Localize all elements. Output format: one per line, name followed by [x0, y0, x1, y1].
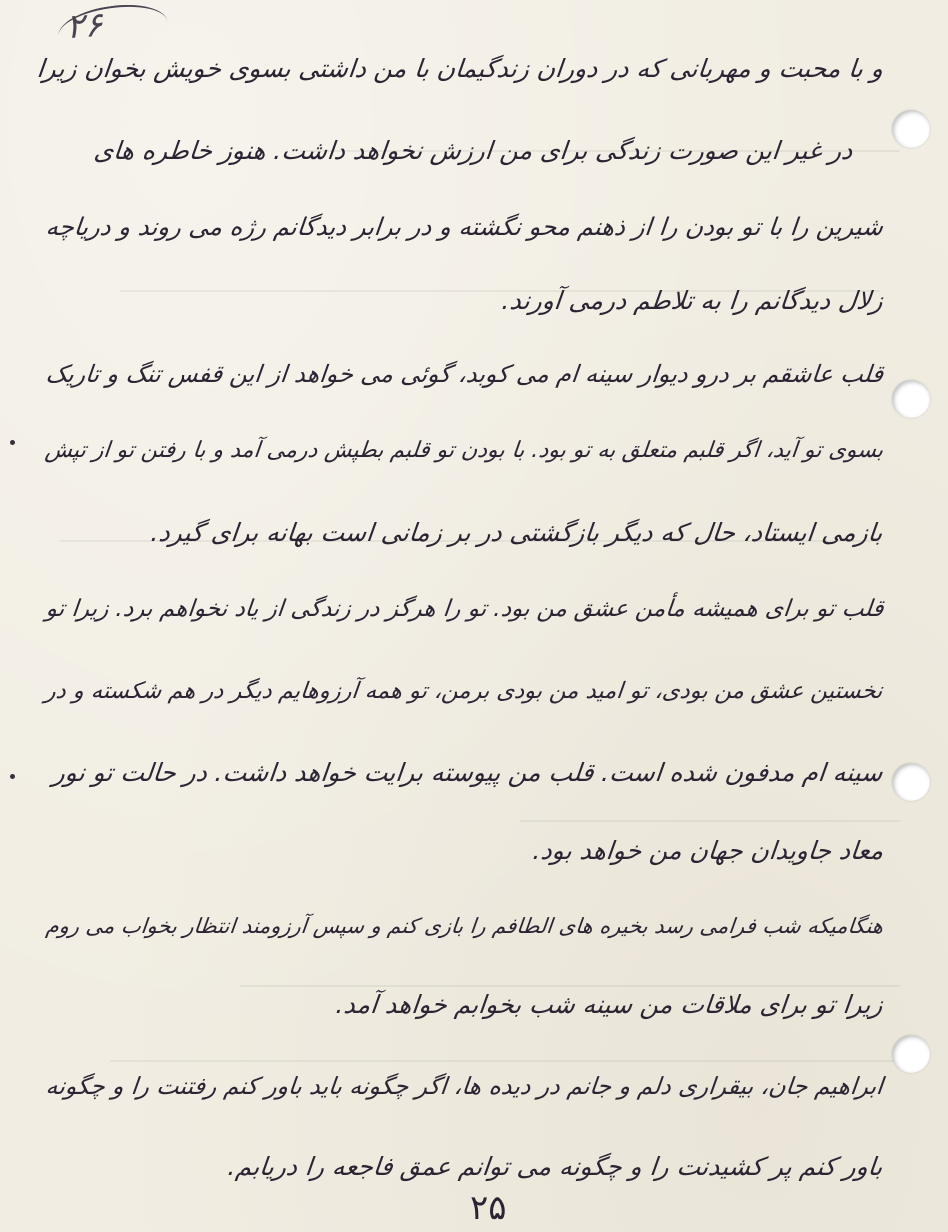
punch-hole	[892, 380, 930, 418]
page-number: ۲۵	[470, 1188, 507, 1228]
text-line: سینه ام مدفون شده است. قلب من پیوسته برایت خواهد داشت. در حالت تو نور	[51, 758, 885, 787]
text-line: قلب عاشقم بر درو دیوار سینه ام می کوبد، گوئی می خواهد از این قفس تنگ و تاریک	[44, 360, 885, 388]
text-line: باور کنم پر کشیدنت را و چگونه می توانم عمق فاجعه را دریابم.	[226, 1152, 885, 1181]
text-line: زیرا تو برای ملاقات من سینه شب بخوابم خواهد آمد.	[334, 990, 885, 1019]
ink-dot	[10, 440, 15, 445]
text-line: زلال دیدگانم را به تلاطم درمی آورند.	[500, 286, 885, 315]
text-line: معاد جاویدان جهان من خواهد بود.	[531, 836, 885, 865]
text-line: نخستین عشق من بودی، تو امید من بودی برمن، تو همه آرزوهایم دیگر در هم شکسته و در	[44, 678, 885, 704]
text-line: بسوی تو آید، اگر قلبم متعلق به تو بود. با بودن تو قلبم بطپش درمی آمد و با رفتن تو از تپش	[43, 438, 885, 463]
bleed-line	[110, 1060, 910, 1062]
text-line: و با محبت و مهربانی که در دوران زندگیمان با من داشتی بسوی خویش بخوان زیرا	[35, 54, 885, 83]
text-line: در غیر این صورت زندگی برای من ارزش نخواهد داشت. هنوز خاطره های	[92, 136, 855, 165]
bleed-line	[520, 820, 900, 822]
punch-hole	[892, 763, 930, 801]
punch-hole	[892, 1035, 930, 1073]
text-line: بازمی ایستاد، حال که دیگر بازگشتی در بر زمانی است بهانه برای گیرد.	[149, 518, 885, 547]
text-line: ابراهیم جان، بیقراری دلم و جانم در دیده ها، اگر چگونه باید باور کنم رفتنت را و چگونه	[44, 1072, 885, 1100]
text-line: قلب تو برای همیشه مأمن عشق من بود. تو را هرگز در زندگی از یاد نخواهم برد. زیرا تو	[44, 596, 885, 622]
ink-dot	[10, 774, 15, 779]
bleed-line	[240, 985, 900, 987]
corner-page-number: ۲۶	[64, 4, 104, 48]
punch-hole	[892, 110, 930, 148]
text-line: شیرین را با تو بودن را از ذهنم محو نگشته و در برابر دیدگانم رژه می روند و دریاچه	[44, 212, 885, 241]
text-line: هنگامیکه شب فرامی رسد بخیره های الطافم را بازی کنم و سپس آرزومند انتظار بخواب می روم	[44, 914, 885, 938]
